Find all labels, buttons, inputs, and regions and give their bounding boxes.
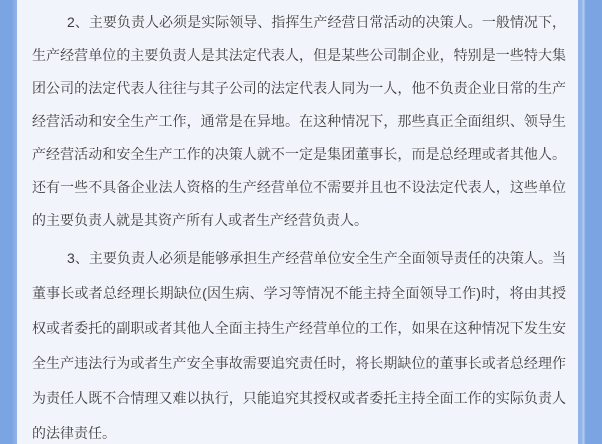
document-page — [17, 0, 578, 444]
paragraph-point-2: 2、主要负责人必须是实际领导、指挥生产经营日常活动的决策人。一般情况下，生产经营单位的主要负责人是其法定代表人，但是某些公司制企业，特别是一些特大集团公司的法定代表人往往与其子公司的法定代表人同为一人，他不负责企业日常的生产经营活动和安全生产工作，通常是在异地。在这种情况下，那些真正全面组织、领导生产经营活动和安全生产工作的决策人就不一定是集团董事长，而是总经理或者其他人。还有一些不具备企业法人资格的生产经营单位不需要并且也不设法定代表人，这些单位的主要负责人就是其资产所有人或者生产经营负责人。 — [32, 14, 566, 228]
page-margin-right — [578, 0, 602, 444]
paragraph-point-3: 3、主要负责人必须是能够承担生产经营单位安全生产全面领导责任的决策人。当董事长或者总经理长期缺位(因生病、学习等情况不能主持全面领导工作)时，将由其授权或者委托的副职或者其他人全面主持生产经营单位的工作，如果在这种情况下发生安全生产违法行为或者生产安全事故需要追究责任时，将长期缺位的董事长或者总经理作为责任人既不合情理又难以执行，只能追究其授权或者委托主持全面工作的实际负责人的法律责任。 — [32, 250, 566, 441]
page-margin-left — [0, 0, 17, 444]
